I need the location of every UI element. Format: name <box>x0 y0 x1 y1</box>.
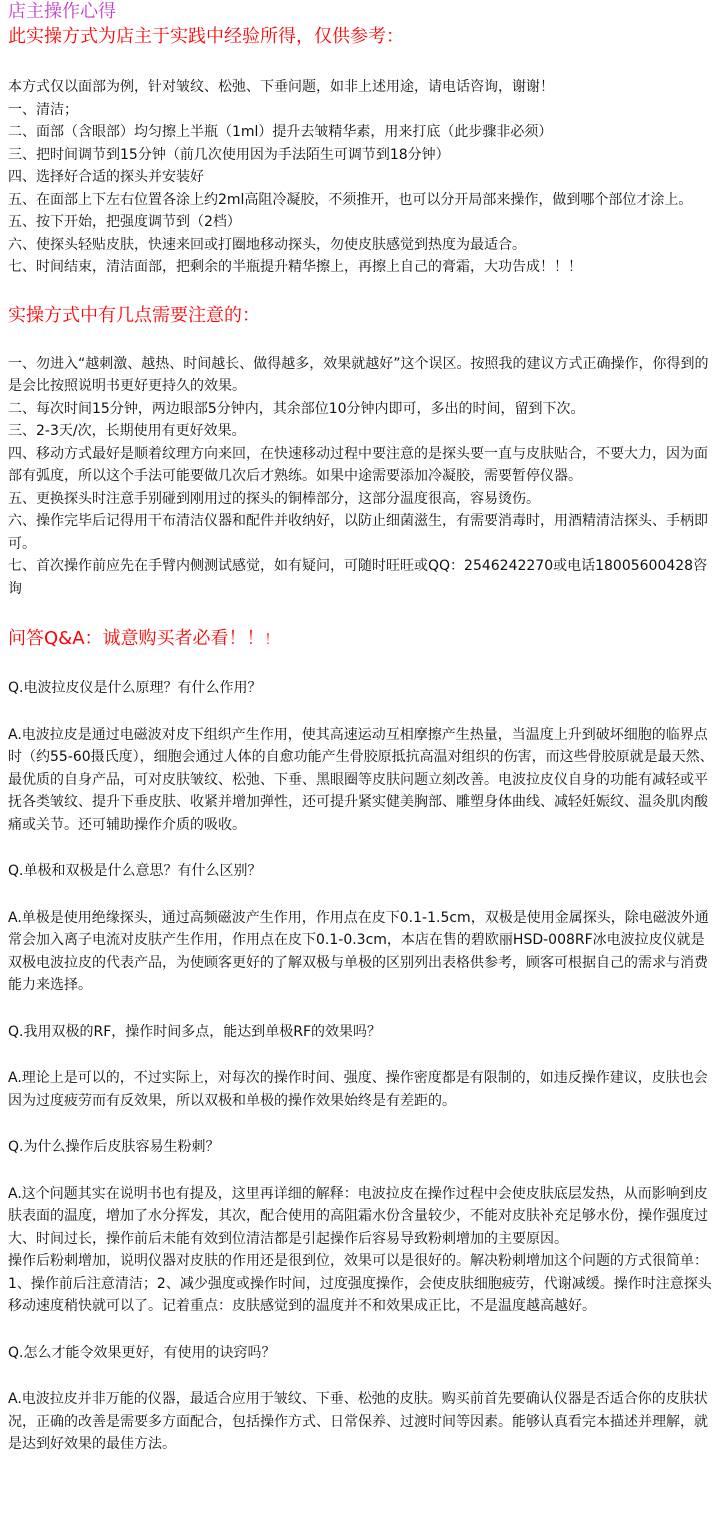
step-item: 一、清洁； <box>8 101 78 118</box>
qa-answer: A.理论上是可以的，不过实际上，对每次的操作时间、强度、操作密度都是有限制的，如违反操作建议，皮肤也会因为过度疲劳而有反效果，所以双极和单极的操作效果始终是有差距的。 <box>8 1070 708 1109</box>
qa-question: Q.电波拉皮仪是什么原理？有什么作用？ <box>8 680 262 696</box>
spacer <box>8 1159 718 1183</box>
step-item: 三、把时间调节到15分钟（前几次使用因为手法陌生可调节到18分钟） <box>8 146 450 163</box>
note-item: 六、操作完毕后记得用干布清洁仪器和配件并收纳好，以防止细菌滋生，有需要消毒时，用酒精清洁探头、手柄即可。 <box>8 513 708 552</box>
spacer <box>8 600 718 626</box>
spacer <box>8 1112 718 1136</box>
note-item: 五、更换探头时注意手别碰到刚用过的探头的铜棒部分，这部分温度很高，容易烫伤。 <box>8 490 540 507</box>
page-title: 店主操作心得 <box>8 1 116 22</box>
note-item: 二、每次时间15分钟，两边眼部5分钟内，其余部位10分钟内即可，多出的时间，留到下次。 <box>8 400 585 417</box>
qa-answer: A.单极是使用绝缘探头，通过高频磁波产生作用，作用点在皮下0.1-1.5cm，双极是使用金属探头，除电磁波外通常会加入离子电流对皮肤产生作用，作用点在皮下0.1-0.3cm，本店在售的碧欧丽HSD-008RF冰电波拉皮仪就是双极电波拉皮的代表产品，为使顾客更好的了解双极与单极的区别列出表格供参考，顾客可根据自己的需求与消费能力来选择。 <box>8 909 709 993</box>
spacer <box>8 279 718 303</box>
step-item: 五、按下开始，把强度调节到（2档） <box>8 214 241 230</box>
spacer <box>8 1364 718 1388</box>
step-item: 七、时间结束，清洁面部，把剩余的半瓶提升精华擦上，再擦上自己的膏霜，大功告成！！！ <box>8 259 582 275</box>
step-item: 五、在面部上下左右位置各涂上约2ml高阻冷凝胶，不须推开，也可以分开局部来操作，做到哪个部位才涂上。 <box>8 191 693 208</box>
step-item: 四、选择好合适的探头并安装好 <box>8 169 204 185</box>
qa-question: Q.我用双极的RF，操作时间多点，能达到单极RF的效果吗？ <box>8 1023 382 1040</box>
spacer <box>8 653 718 677</box>
spacer <box>8 700 718 724</box>
qa-answer: A.电波拉皮并非万能的仪器，最适合应用于皱纹、下垂、松弛的皮肤。购买前首先要确认仪器是否适合你的皮肤状况，正确的改善是需要多方面配合，包括操作方式、日常保养、过渡时间等因素。能够认真看完本描述并理解，就是达到好效果的最佳方法。 <box>8 1391 708 1452</box>
spacer <box>8 329 718 353</box>
spacer <box>8 1043 718 1067</box>
qa-heading-tail: ！ <box>264 632 279 648</box>
qa-heading-text: 问答Q&A：诚意购买者必看！！ <box>8 628 265 649</box>
operation-steps <box>8 76 718 279</box>
notes-list <box>8 353 718 601</box>
notes-heading: 实操方式中有几点需要注意的： <box>8 304 260 326</box>
intro-text: 本方式仅以面部为例，针对皱纹、松弛、下垂问题，如非上述用途，请电话咨询，谢谢！ <box>8 79 554 95</box>
qa-heading <box>8 626 718 653</box>
spacer <box>8 883 718 907</box>
qa-question: Q.单极和双极是什么意思？有什么区别？ <box>8 863 262 879</box>
qa-question: Q.为什么操作后皮肤容易生粉刺？ <box>8 1139 220 1155</box>
qa-answer: A.电波拉皮是通过电磁波对皮下组织产生作用，使其高速运动互相摩擦产生热量，当温度上升到破坏细胞的临界点时（约55-60摄氏度），细胞会通过人体的自愈功能产生骨胶原抵抗高温对组织的伤害，而这些骨胶原就是最天然、最优质的自身产品，可对皮肤皱纹、松弛、下垂、黑眼圈等皮肤问题立刻改善。电波拉皮仪自身的功能有减轻或平抚各类皱纹、提升下垂皮肤、收紧并增加弹性，还可提升紧实健美胸部、雕塑身体曲线、减轻妊娠纹、温灸肌肉酸痛或关节。还可辅助操作介质的吸收。 <box>8 726 714 833</box>
note-item: 七、首次操作前应先在手臂内侧测试感觉，如有疑问，可随时旺旺或QQ：2546242270或电话18005600428咨询 <box>8 558 708 597</box>
spacer <box>8 997 718 1021</box>
note-item: 一、勿进入“越刺激、越热、时间越长、做得越多，效果就越好”这个误区。按照我的建议方式正确操作，你得到的是会比按照说明书更好更持久的效果。 <box>8 355 709 394</box>
qa-answer: A.这个问题其实在说明书也有提及，这里再详细的解释：电波拉皮在操作过程中会使皮肤底层发热，从而影响到皮肤表面的温度，增加了水分挥发，其次，配合使用的高阻霜水份含量较少，不能对皮肤补充足够水份，操作强度过大、时间过长，操作前后未能有效到位清洁都是引起操作后容易导致粉刺增加的主要原因。 <box>8 1185 708 1247</box>
qa-question: Q.怎么才能令效果更好，有使用的诀窍吗？ <box>8 1344 276 1361</box>
qa-list <box>8 677 718 1456</box>
spacer <box>8 836 718 860</box>
step-item: 二、面部（含眼部）均匀擦上半瓶（1ml）提升去皱精华素，用来打底（此步骤非必须） <box>8 124 553 140</box>
spacer <box>8 50 718 76</box>
spacer <box>8 1318 718 1342</box>
disclaimer-heading: 此实操方式为店主于实践中经验所得，仅供参考： <box>8 26 404 47</box>
step-item: 六、使探头轻贴皮肤，快速来回或打圈地移动探头，勿使皮肤感觉到热度为最适合。 <box>8 236 526 253</box>
qa-answer: 操作后粉刺增加，说明仪器对皮肤的作用还是很到位，效果可以是很好的。解决粉刺增加这个问题的方式很简单：1、操作前后注意清洁；2、减少强度或操作时间，过度强度操作，会使皮肤细胞疲劳，代谢减缓。操作时注意探头移动速度稍快就可以了。记着重点：皮肤感觉到的温度并不和效果成正比，不是温度越高越好。 <box>8 1253 712 1314</box>
note-item: 四、移动方式最好是顺着纹理方向来回，在快速移动过程中要注意的是探头要一直与皮肤贴合，不要大力，因为面部有弧度，所以这个手法可能要做几次后才熟练。如果中途需要添加冷凝胶，需要暂停仪器。 <box>8 445 708 484</box>
note-item: 三、2-3天/次，长期使用有更好效果。 <box>8 423 246 439</box>
